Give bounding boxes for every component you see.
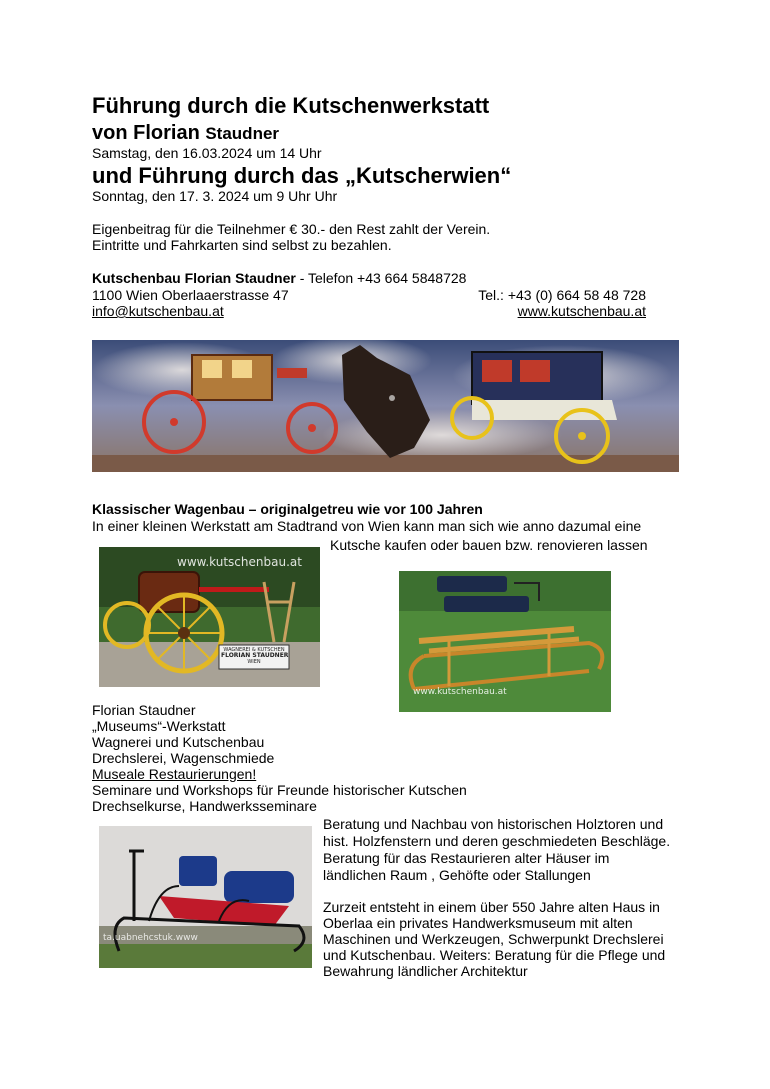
telephone: Tel.: +43 (0) 664 58 48 728	[478, 287, 646, 303]
title-line-1: Führung durch die Kutschenwerkstatt	[92, 93, 490, 118]
photo1-sign-line3: WIEN	[247, 659, 261, 665]
website-link[interactable]: www.kutschenbau.at	[517, 303, 646, 319]
consulting-line-1: Beratung und Nachbau von historischen Holztoren und	[323, 816, 664, 832]
museum-line-3: Maschinen und Werkzeugen, Schwerpunkt Drechslerei	[323, 931, 664, 947]
services-line-1: Florian Staudner	[92, 702, 196, 718]
museum-line-5: Bewahrung ländlicher Architektur	[323, 963, 528, 979]
consulting-line-4: ländlichen Raum , Gehöfte oder Stallungen	[323, 867, 591, 883]
museum-line-2: Oberlaa ein privates Handwerksmuseum mit alten	[323, 915, 633, 931]
photo-carriage-yellow-wheels	[99, 547, 320, 687]
photo-wooden-sleigh	[399, 571, 611, 712]
photo1-sign	[221, 647, 287, 665]
services-line-3: Wagnerei und Kutschenbau	[92, 734, 265, 750]
banner-carriages-horse-graphic	[92, 340, 679, 472]
fee-line-1: Eigenbeitrag für die Teilnehmer € 30.- den Rest zahlt der Verein.	[92, 221, 491, 237]
consulting-line-3: Beratung für das Restaurieren alter Häuser im	[323, 850, 610, 866]
photo1-sign-line2: FLORIAN STAUDNER	[221, 652, 289, 659]
photo-black-sleigh	[99, 826, 312, 968]
services-line-4: Drechslerei, Wagenschmiede	[92, 750, 275, 766]
photo1-watermark: www.kutschenbau.at	[177, 555, 302, 569]
services-line-2: „Museums“-Werkstatt	[92, 718, 226, 734]
museum-line-4: und Kutschenbau. Weiters: Beratung für die Pflege und	[323, 947, 666, 963]
company-name: Kutschenbau Florian Staudner	[92, 270, 296, 286]
services-line-6: Seminare und Workshops für Freunde historischer Kutschen	[92, 782, 467, 798]
title-line-2-prefix: von Florian	[92, 122, 206, 144]
photo1-sign-line1: WAGNEREI & KUTSCHEN	[223, 647, 285, 653]
address: 1100 Wien Oberlaaerstrasse 47	[92, 287, 289, 303]
museum-line-1: Zurzeit entsteht in einem über 550 Jahre alten Haus in	[323, 899, 660, 915]
email-link[interactable]: info@kutschenbau.at	[92, 303, 224, 319]
photo2-watermark: www.kutschenbau.at	[413, 687, 507, 697]
services-line-7: Drechselkurse, Handwerksseminare	[92, 798, 317, 814]
banner-image	[92, 340, 679, 472]
contact-company-line	[92, 270, 466, 287]
title-line-2-suffix: Staudner	[205, 124, 280, 143]
section-heading: Klassischer Wagenbau – originalgetreu wie vor 100 Jahren	[92, 501, 483, 517]
fee-line-2: Eintritte und Fahrkarten sind selbst zu bezahlen.	[92, 237, 392, 253]
intro-line-2: Kutsche kaufen oder bauen bzw. renovieren lassen	[330, 537, 648, 553]
photo3-watermark: ta.uabnehcstuk.www	[103, 933, 198, 943]
title-line-3: und Führung durch das „Kutscherwien“	[92, 163, 512, 188]
date-sunday: Sonntag, den 17. 3. 2024 um 9 Uhr Uhr	[92, 188, 338, 204]
consulting-line-2: hist. Holzfenstern und deren geschmiedeten Beschläge.	[323, 833, 671, 849]
intro-line-1: In einer kleinen Werkstatt am Stadtrand von Wien kann man sich wie anno dazumal eine	[92, 518, 642, 534]
title-line-2	[92, 121, 279, 146]
services-line-5: Museale Restaurierungen!	[92, 766, 257, 782]
company-phone: - Telefon +43 664 5848728	[295, 270, 467, 286]
date-saturday: Samstag, den 16.03.2024 um 14 Uhr	[92, 145, 322, 161]
black-sleigh-graphic	[99, 826, 312, 968]
